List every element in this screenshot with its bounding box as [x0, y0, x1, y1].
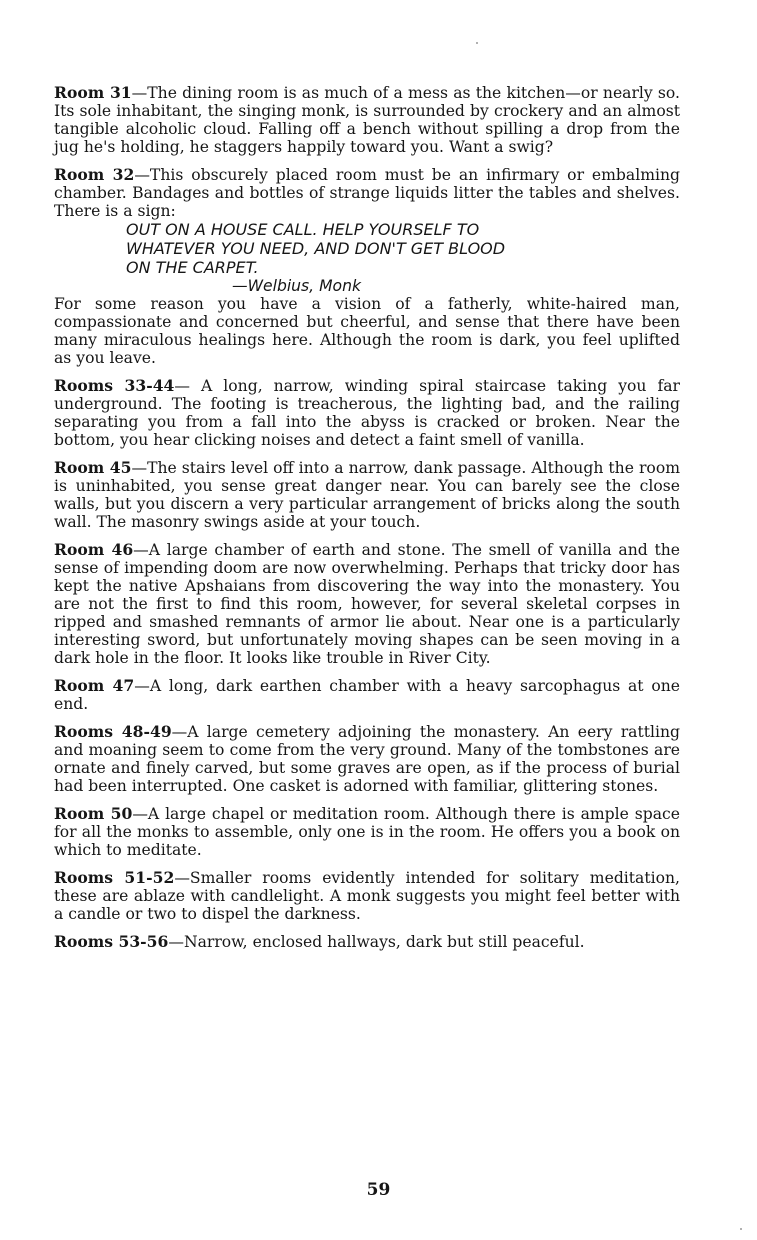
room-label: Rooms 33-44	[54, 376, 175, 395]
room-entry-46	[54, 541, 680, 667]
sign-line: WHATEVER YOU NEED, AND DON'T GET BLOOD	[126, 239, 506, 258]
room-label: Room 47	[54, 676, 135, 695]
sign-line: ON THE CARPET.	[126, 258, 259, 277]
room-description: —This obscurely placed room must be an infirmary or embalming chamber. Bandages and bottles of strange liquids litter the tables and shelves. There is a sign:	[54, 166, 680, 220]
room-paragraph	[54, 166, 680, 220]
room-entry-53-56	[54, 933, 680, 951]
room-description: —A large chapel or meditation room. Although there is ample space for all the monks to assemble, only one is in the room. He offers you a book on which to meditate.	[54, 805, 681, 859]
room-entry-51-52	[54, 869, 680, 923]
paper-speck	[476, 42, 478, 44]
room-entry-45	[54, 459, 680, 531]
sign-text	[126, 220, 680, 277]
room-label: Rooms 53-56	[54, 932, 169, 951]
room-label: Rooms 48-49	[54, 722, 172, 741]
room-entry-50	[54, 805, 680, 859]
room-description: —A large chamber of earth and stone. The smell of vanilla and the sense of impending doom are now overwhelming. Perhaps that tricky door has kept the native Apshaians from discovering the way into the monastery. You are not the first to find this room, however, for several skeletal corpses in ripped and smashed remnants of armor lie about. Near one is a particularly interesting sword, but unfortunately moving shapes can be seen moving in a dark hole in the floor. It looks like trouble in River City.	[54, 541, 681, 667]
paper-speck	[740, 1228, 742, 1230]
room-entry-31	[54, 84, 680, 156]
room-description: —A large cemetery adjoining the monastery. An eery rattling and moaning seem to come from the very ground. Many of the tombstones are ornate and finely carved, but some graves are open, as if the process of burial had been interrupted. One casket is adorned with familiar, glittering stones.	[54, 723, 681, 795]
sign-line: OUT ON A HOUSE CALL. HELP YOURSELF TO	[126, 220, 480, 239]
room-entry-32	[54, 166, 680, 367]
room-label: Room 45	[54, 458, 132, 477]
page-number: 59	[366, 1180, 391, 1200]
room-description: —Smaller rooms evidently intended for solitary meditation, these are ablaze with candlelight. A monk suggests you might feel better with a candle or two to dispel the darkness.	[54, 869, 680, 923]
room-label: Room 50	[54, 804, 133, 823]
room-label: Room 46	[54, 540, 134, 559]
room-label: Room 32	[54, 165, 135, 184]
room-description: —The stairs level off into a narrow, dank passage. Although the room is uninhabited, you sense great danger near. You can barely see the close walls, but you discern a very particular arrangement of bricks along the south wall. The masonry swings aside at your touch.	[54, 459, 680, 531]
sign-signature: —Welbius, Monk	[232, 277, 361, 295]
room-entry-48-49	[54, 723, 680, 795]
room-description: —Narrow, enclosed hallways, dark but still peaceful.	[168, 933, 585, 951]
room-description: — A long, narrow, winding spiral staircase taking you far underground. The footing is treacherous, the lighting bad, and the railing separating you from a fall into the abyss is cracked or broken. Near the bottom, you hear clicking noises and detect a faint smell of vanilla.	[54, 377, 680, 449]
room-continuation: For some reason you have a vision of a fatherly, white-haired man, compassionate and concerned but cheerful, and sense that there have been many miraculous healings here. Although the room is dark, you feel uplifted as you leave.	[54, 295, 680, 367]
room-label: Room 31	[54, 83, 132, 102]
room-entry-47	[54, 677, 680, 713]
room-description: —A long, dark earthen chamber with a heavy sarcophagus at one end.	[54, 677, 681, 713]
room-description: —The dining room is as much of a mess as the kitchen—or nearly so. Its sole inhabitant, the singing monk, is surrounded by crockery and an almost tangible alcoholic cloud. Falling off a bench without spilling a drop from the jug he's holding, he staggers happily toward you. Want a swig?	[54, 84, 680, 156]
room-label: Rooms 51-52	[54, 868, 175, 887]
page-body	[54, 84, 680, 961]
room-entry-33-44	[54, 377, 680, 449]
